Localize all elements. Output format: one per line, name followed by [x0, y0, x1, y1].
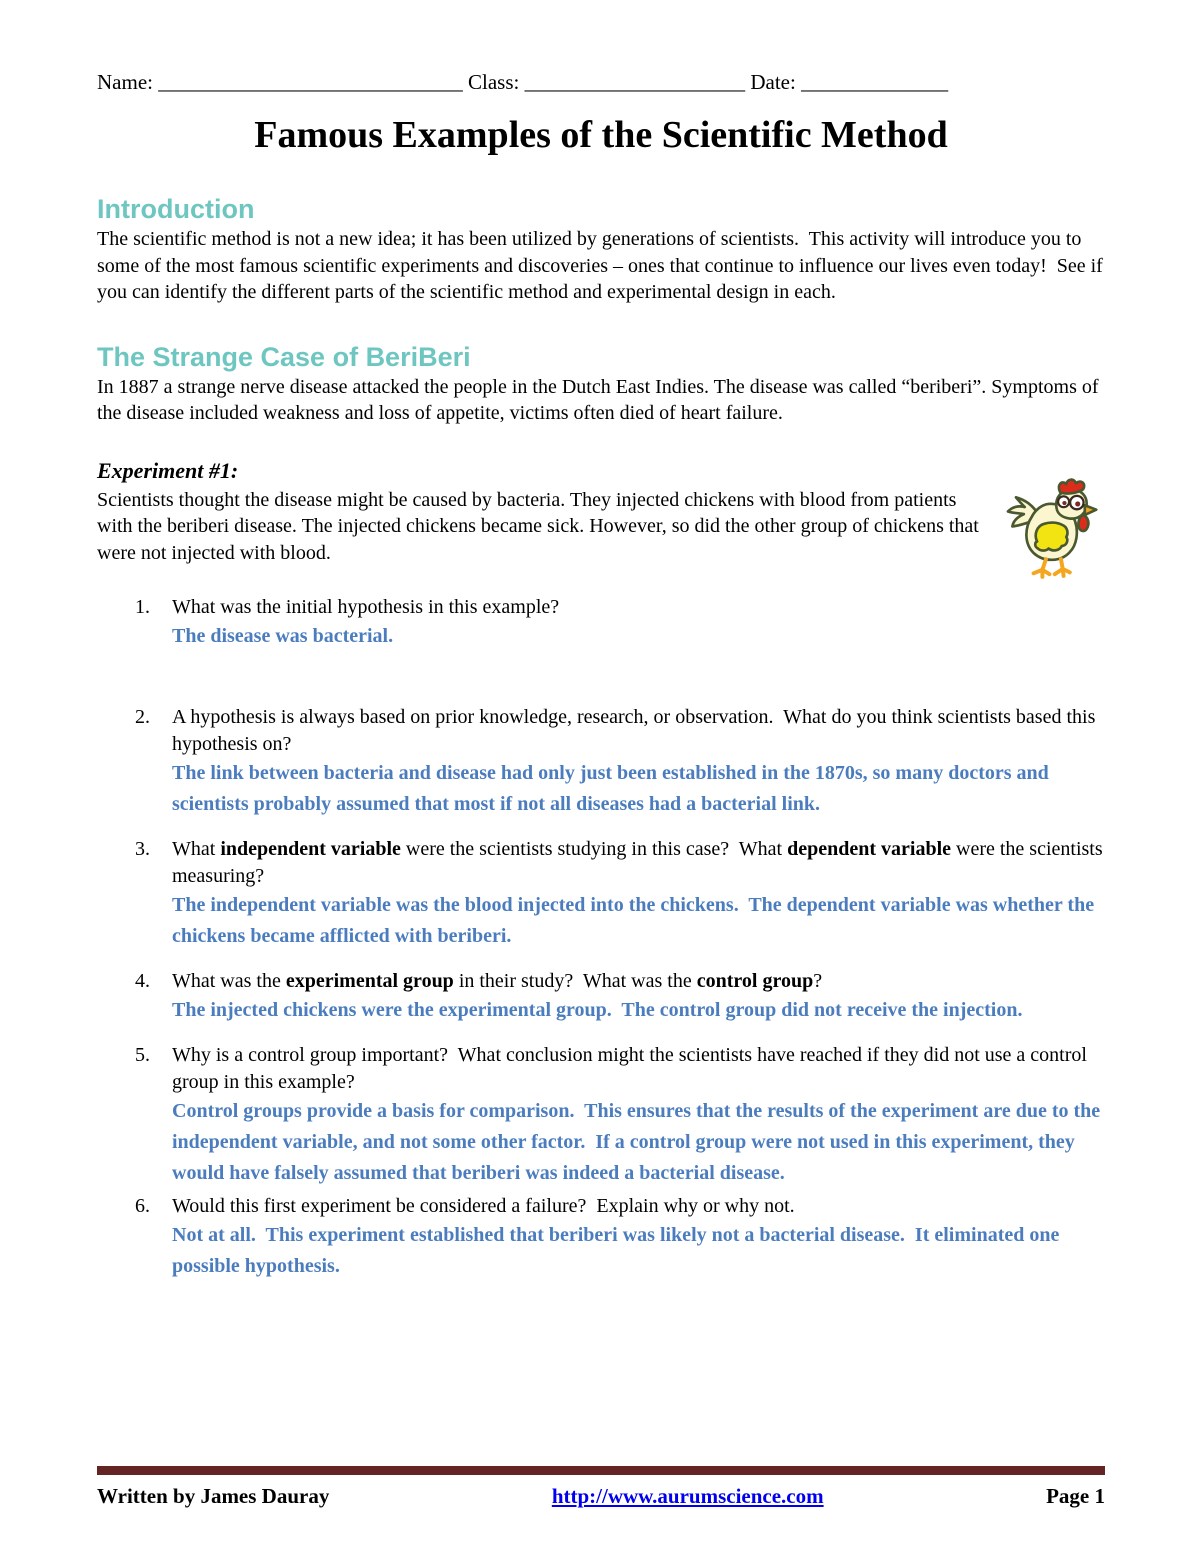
question-text: Why is a control group important? What conclusion might the scientists have reached if they did not use a control group in this example? [172, 1044, 1092, 1093]
name-blank-line: _____________________________ [158, 70, 468, 94]
question-body [172, 594, 1105, 652]
question-item [97, 704, 1105, 820]
introduction-heading: Introduction [97, 194, 255, 224]
question-item [97, 1042, 1105, 1189]
experiment1-paragraph: Scientists thought the disease might be caused by bacteria. They injected chickens with blood from patients with the beriberi disease. The injected chickens became sick. However, so did the other group of chickens that were not injected with blood. [97, 488, 984, 564]
answer-text: The link between bacteria and disease had only just been established in the 1870s, so many doctors and scientists probably assumed that most if not all diseases had a bacterial link. [172, 762, 1054, 815]
answer-text: The independent variable was the blood injected into the chickens. The dependent variable was whether the chickens became afflicted with beriberi. [172, 894, 1100, 947]
experiment1-heading: Experiment #1: [97, 457, 239, 483]
footer-author: Written by James Dauray [97, 1484, 330, 1508]
question-text: What independent variable were the scientists studying in this case? What dependent variable were the scientists measuring? [172, 838, 1108, 887]
question-number: 1. [135, 596, 150, 618]
question-number: 3. [135, 838, 150, 860]
question-text: What was the initial hypothesis in this example? [172, 596, 560, 618]
answer-text: Control groups provide a basis for comparison. This ensures that the results of the experiment are due to the independent variable, and not some other factor. If a control group were not used in this experiment, they would have falsely assumed that beriberi was indeed a bacterial disease. [172, 1100, 1106, 1184]
question-body [172, 704, 1105, 820]
name-class-date-line [97, 68, 1105, 96]
answer-text: The injected chickens were the experimental group. The control group did not receive the injection. [172, 999, 1023, 1021]
question-number: 6. [135, 1195, 150, 1217]
answer-text: Not at all. This experiment established that beriberi was likely not a bacterial disease. It eliminated one possible hypothesis. [172, 1224, 1065, 1277]
answer-text: The disease was bacterial. [172, 625, 394, 647]
question-number: 4. [135, 970, 150, 992]
introduction-paragraph: The scientific method is not a new idea; it has been utilized by generations of scientists. This activity will introduce you to some of the most famous scientific experiments and discoveries – ones that continue to influence our lives even today! See if you can identify the different parts of the scientific method and experimental design in each. [97, 228, 1108, 303]
class-blank-line: _____________________ [524, 70, 751, 94]
name-label: Name: [97, 70, 159, 94]
chicken-icon [1003, 477, 1103, 583]
footer-page-number: Page 1 [1046, 1484, 1105, 1508]
question-body [172, 968, 1105, 1026]
question-number: 5. [135, 1044, 150, 1066]
class-label: Class: [467, 70, 525, 94]
beriberi-heading: The Strange Case of BeriBeri [97, 341, 471, 372]
date-label: Date: [750, 70, 802, 94]
question-text: A hypothesis is always based on prior knowledge, research, or observation. What do you think scientists based this hypothesis on? [172, 706, 1101, 755]
page-footer [97, 1466, 1105, 1509]
question-number: 2. [135, 706, 150, 728]
question-body [172, 1193, 1105, 1282]
question-body [172, 1042, 1105, 1189]
question-item [97, 836, 1108, 952]
question-text: Would this first experiment be considered a failure? Explain why or why not. [172, 1195, 795, 1217]
experiment1-section [97, 457, 1105, 567]
beriberi-paragraph: In 1887 a strange nerve disease attacked the people in the Dutch East Indies. The disease was called “beriberi”. Symptoms of the disease included weakness and loss of appetite, victims often died of heart failure. [97, 375, 1104, 424]
page-title: Famous Examples of the Scientific Method [254, 114, 948, 156]
question-item [97, 594, 1105, 652]
question-item [97, 1193, 1105, 1282]
questions-list [97, 594, 1108, 1282]
footer-row [97, 1484, 1105, 1509]
date-blank-line: ______________ [801, 70, 949, 94]
footer-website-link[interactable]: http://www.aurumscience.com [551, 1484, 824, 1508]
question-item [97, 968, 1105, 1026]
question-body [172, 836, 1108, 952]
question-text: What was the experimental group in their study? What was the control group? [172, 970, 823, 992]
footer-divider [97, 1466, 1105, 1475]
